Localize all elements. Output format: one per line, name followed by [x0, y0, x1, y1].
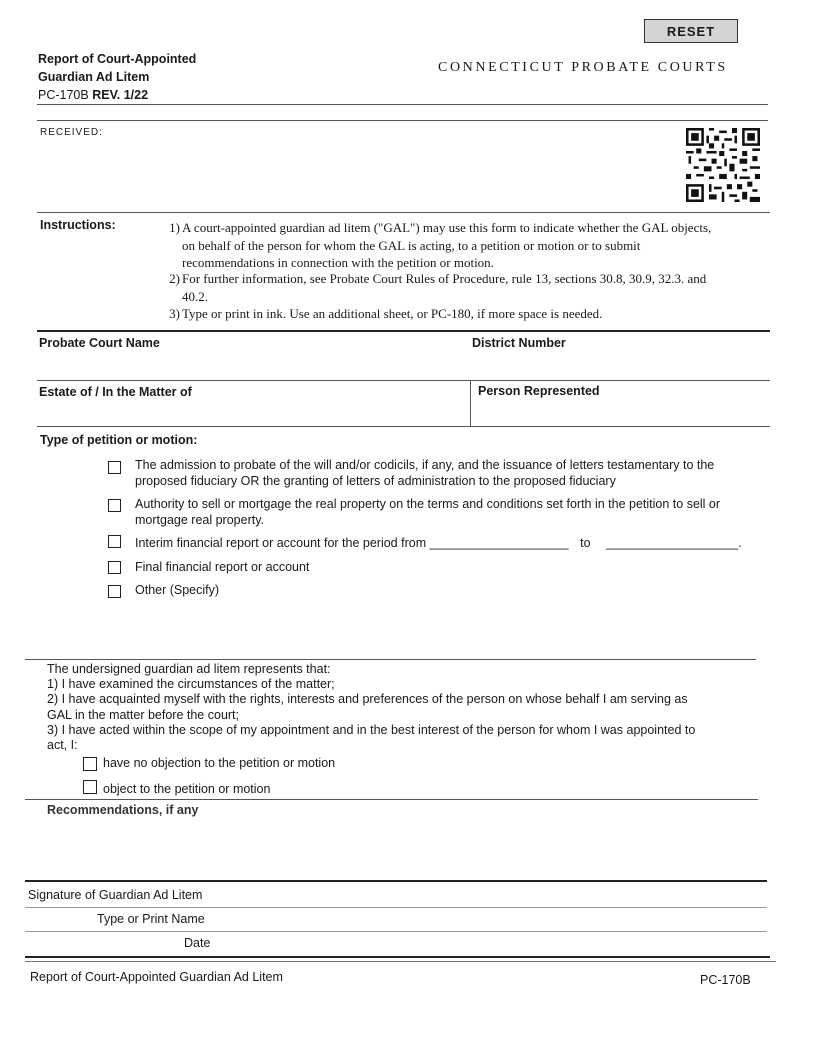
- no-objection-checkbox[interactable]: [83, 757, 97, 771]
- estate-column-divider: [470, 380, 471, 426]
- probate-court-name-label: Probate Court Name: [39, 336, 160, 350]
- signature-label: Signature of Guardian Ad Litem: [28, 888, 203, 902]
- form-number: PC-170B: [38, 88, 89, 102]
- interim-period-from: Interim financial report or account for the period from ____________________: [135, 536, 569, 550]
- person-represented-label: Person Represented: [478, 384, 600, 398]
- instruction-text: [182, 219, 772, 272]
- fields-top-divider: [37, 330, 770, 332]
- representation-line: act, I:: [47, 738, 78, 753]
- instruction-item-3: [160, 305, 770, 323]
- recommendations-top-divider: [25, 799, 758, 800]
- representation-line: 1) I have examined the circumstances of the matter;: [47, 677, 335, 692]
- estate-top-divider: [37, 380, 770, 381]
- representation-line: GAL in the matter before the court;: [47, 707, 239, 722]
- representation-line: 3) I have acted within the scope of my appointment and in the best interest of the person for whom I was appointed to: [47, 722, 696, 737]
- recommendations-label: Recommendations, if any: [47, 803, 199, 817]
- representation-top-divider: [25, 659, 756, 660]
- instruction-number: 3): [169, 306, 180, 321]
- petition-other-checkbox[interactable]: [108, 585, 121, 598]
- object-label: object to the petition or motion: [103, 782, 271, 796]
- date-input[interactable]: [230, 933, 764, 955]
- instructions-label: Instructions:: [40, 218, 116, 232]
- petition-sell-mortgage-checkbox[interactable]: [108, 499, 121, 512]
- option-line: The admission to probate of the will and/or codicils, if any, and the issuance of letters testamentary to the: [135, 458, 715, 472]
- print-name-input[interactable]: [230, 909, 764, 931]
- signature-row-divider: [25, 907, 767, 908]
- option-line: mortgage real property.: [135, 513, 264, 527]
- object-checkbox[interactable]: [83, 780, 97, 794]
- instruction-item-1: [160, 218, 770, 272]
- interim-period-to: ___________________.: [606, 536, 742, 550]
- reset-button[interactable]: RESET: [644, 19, 738, 43]
- recommendations-input[interactable]: [47, 822, 761, 878]
- name-row-divider: [25, 931, 767, 932]
- district-number-input[interactable]: [472, 354, 766, 378]
- interim-period-to-label: to: [580, 536, 591, 550]
- instruction-line: recommendations in connection with the petition or motion.: [182, 255, 494, 270]
- petition-option-final-report: Final financial report or account: [135, 560, 310, 574]
- form-title-line2: Guardian Ad Litem: [38, 70, 150, 84]
- petition-admission-checkbox[interactable]: [108, 461, 121, 474]
- received-label: RECEIVED:: [40, 127, 103, 138]
- signature-top-divider: [25, 880, 767, 882]
- petition-option-admission: [135, 457, 765, 489]
- petition-option-sell-mortgage: [135, 496, 765, 528]
- estate-of-label: Estate of / In the Matter of: [39, 385, 192, 399]
- court-system-title: CONNECTICUT PROBATE COURTS: [438, 60, 728, 75]
- instruction-line: on behalf of the person for whom the GAL is acting, to a petition or motion or to submit: [182, 237, 641, 253]
- form-title-line1: Report of Court-Appointed: [38, 52, 197, 66]
- petition-type-label: Type of petition or motion:: [40, 433, 198, 447]
- instruction-number: 1): [169, 220, 180, 235]
- representation-statement: [47, 662, 762, 753]
- instruction-line: Type or print in ink. Use an additional sheet, or PC-180, if more space is needed.: [182, 306, 603, 321]
- instruction-line: For further information, see Probate Court Rules of Procedure, rule 13, sections 30.8, 30.9, 32.3. and: [182, 271, 707, 286]
- person-represented-input[interactable]: [478, 402, 767, 426]
- option-line: Authority to sell or mortgage the real property on the terms and conditions set forth in the petition to sell or: [135, 497, 721, 511]
- received-top-divider: [37, 120, 768, 121]
- probate-court-name-input[interactable]: [39, 354, 463, 378]
- representation-line: The undersigned guardian ad litem represents that:: [47, 662, 331, 676]
- instruction-item-2: [160, 270, 770, 306]
- instructions-top-divider: [37, 212, 770, 213]
- qr-code-icon: [686, 128, 760, 202]
- petition-option-other: Other (Specify): [135, 583, 220, 597]
- instruction-line: A court-appointed guardian ad litem ("GAL") may use this form to indicate whether the GAL objects,: [182, 220, 712, 235]
- date-label: Date: [184, 936, 211, 950]
- petition-interim-report-checkbox[interactable]: [108, 535, 121, 548]
- option-line: proposed fiduciary OR the granting of letters of administration to the proposed fiduciary: [135, 474, 616, 488]
- instruction-number: 2): [169, 271, 180, 286]
- print-name-label: Type or Print Name: [97, 912, 205, 926]
- petition-option-interim-report: [135, 535, 765, 551]
- petition-top-divider: [37, 426, 770, 427]
- petition-final-report-checkbox[interactable]: [108, 561, 121, 574]
- estate-of-input[interactable]: [39, 402, 463, 426]
- footer-title: Report of Court-Appointed Guardian Ad Litem: [30, 970, 283, 984]
- footer-top-divider-1: [25, 956, 770, 958]
- header-divider: [37, 104, 768, 105]
- footer-form-number: PC-170B: [700, 973, 751, 987]
- district-number-label: District Number: [472, 336, 566, 350]
- instruction-text: [182, 305, 772, 323]
- signature-input[interactable]: [230, 884, 764, 906]
- form-revision: REV. 1/22: [92, 88, 149, 102]
- footer-top-divider-2: [25, 961, 776, 962]
- instruction-text: [182, 270, 772, 305]
- form-title: [38, 50, 196, 104]
- no-objection-label: have no objection to the petition or motion: [103, 756, 336, 770]
- form-number-revision: [38, 86, 196, 104]
- instruction-line: 40.2.: [182, 288, 208, 304]
- representation-line: 2) I have acquainted myself with the rights, interests and preferences of the person on whose behalf I am serving as: [47, 692, 688, 707]
